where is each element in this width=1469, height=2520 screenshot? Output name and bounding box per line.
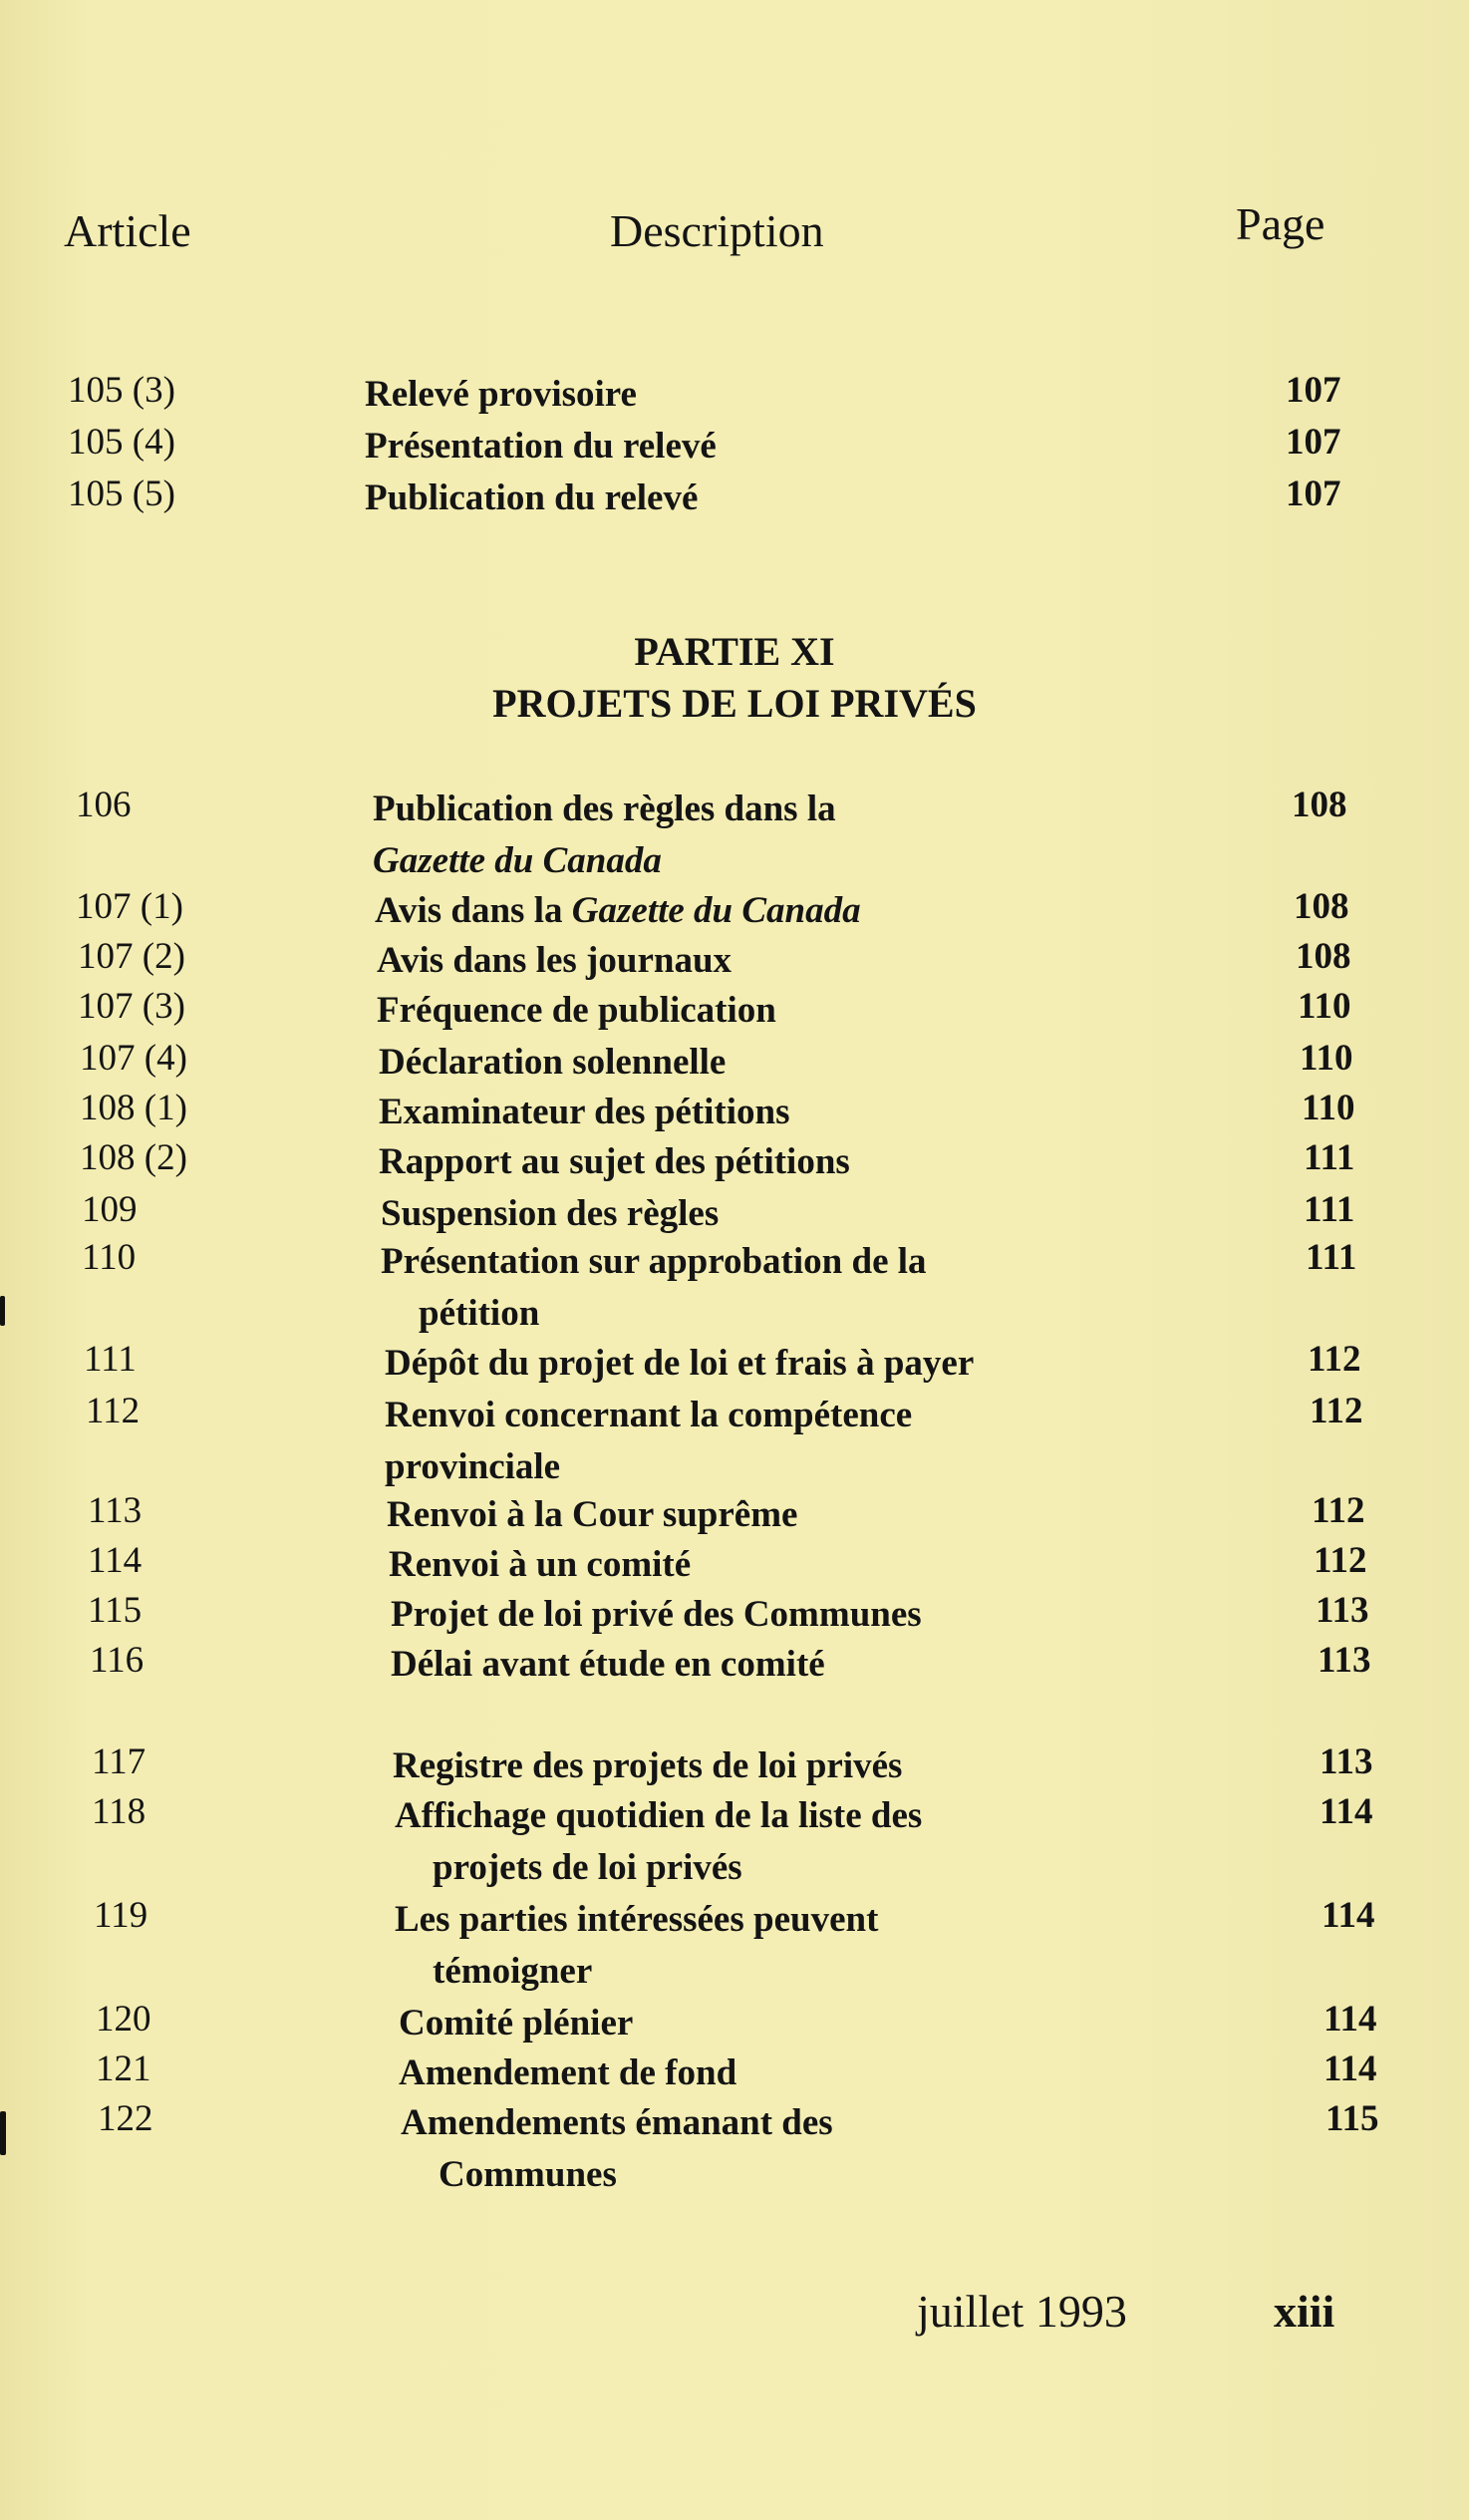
- article-description: [387, 1489, 1084, 1541]
- part-label: PARTIE XI: [634, 629, 835, 674]
- table-row: [0, 1136, 1469, 1192]
- description-text: Les parties intéressées peuvent: [395, 1899, 879, 1940]
- page-number: 110: [1302, 1088, 1355, 1128]
- article-number: 115: [88, 1590, 143, 1631]
- article-number: 119: [94, 1895, 148, 1936]
- article-number: 105 (5): [68, 473, 175, 514]
- article-description: [393, 1740, 1090, 1792]
- table-row: [0, 935, 1469, 991]
- table-row: [0, 421, 1469, 476]
- page-number: 114: [1323, 2048, 1377, 2089]
- table-row: [0, 1338, 1469, 1394]
- article-number: 114: [88, 1540, 143, 1581]
- table-row: [0, 1539, 1469, 1595]
- article-number: 110: [82, 1237, 137, 1278]
- description-text: Renvoi concernant la compétence: [385, 1395, 913, 1435]
- table-row: [0, 472, 1469, 528]
- page-number: 108: [1294, 886, 1349, 927]
- footer-date: juillet 1993: [917, 2286, 1127, 2337]
- page-number: 114: [1320, 1791, 1373, 1832]
- article-description: [379, 1136, 1076, 1188]
- article-number: 118: [92, 1791, 147, 1832]
- table-row: [0, 2048, 1469, 2103]
- description-text: Examinateur des pétitions: [379, 1092, 790, 1132]
- article-description: [399, 2048, 1096, 2099]
- column-header-article: Article: [64, 205, 191, 256]
- article-number: 107 (1): [76, 886, 183, 927]
- description-text: Publication du relevé: [365, 477, 699, 518]
- article-description: [365, 472, 1062, 524]
- table-row: [0, 985, 1469, 1041]
- table-row: [0, 784, 1469, 881]
- table-row: [0, 1489, 1469, 1545]
- table-row: [0, 1740, 1469, 1796]
- page-number: 111: [1304, 1189, 1355, 1230]
- description-text: Présentation sur approbation de la: [381, 1241, 927, 1282]
- article-description: [399, 1998, 1096, 2049]
- article-description: [389, 1539, 1086, 1591]
- article-number: 117: [92, 1741, 147, 1782]
- article-description: [365, 421, 1062, 472]
- description-text: Dépôt du projet de loi et frais à payer: [385, 1343, 975, 1384]
- article-description: [377, 985, 1074, 1037]
- page-number: 108: [1292, 785, 1347, 825]
- page-number: 114: [1322, 1895, 1375, 1936]
- description-text: Publication des règles dans la: [373, 788, 836, 829]
- description-text: Rapport au sujet des pétitions: [379, 1141, 850, 1182]
- description-text: Avis dans les journaux: [377, 940, 733, 981]
- description-continuation: provinciale: [385, 1446, 561, 1487]
- footer-page-number: xiii: [1274, 2286, 1335, 2337]
- description-text: Renvoi à un comité: [389, 1544, 692, 1585]
- article-number: 108 (2): [80, 1137, 187, 1178]
- page-number: 107: [1286, 422, 1341, 463]
- page-number: 112: [1310, 1391, 1363, 1431]
- table-row: [0, 1998, 1469, 2053]
- article-description: [373, 784, 1070, 887]
- margin-mark: [0, 1296, 5, 1326]
- article-description: [377, 935, 1074, 987]
- page-number: 113: [1318, 1640, 1371, 1681]
- description-continuation: témoigner: [433, 1951, 593, 1992]
- page-number: 112: [1312, 1490, 1365, 1531]
- description-text: Amendements émanant des: [401, 2102, 833, 2143]
- article-number: 105 (3): [68, 370, 175, 411]
- table-row: [0, 1790, 1469, 1888]
- page-number: 113: [1320, 1741, 1373, 1782]
- article-description: [395, 1790, 1092, 1894]
- page-number: 115: [1325, 2098, 1379, 2139]
- description-text: Présentation du relevé: [365, 426, 717, 467]
- table-row: [0, 1894, 1469, 1992]
- description-text: Fréquence de publication: [377, 990, 776, 1031]
- description-text: Projet de loi privé des Communes: [391, 1594, 922, 1635]
- article-number: 120: [96, 1999, 151, 2040]
- table-row: [0, 1639, 1469, 1695]
- description-text: Délai avant étude en comité: [391, 1644, 825, 1685]
- article-description: [365, 369, 1062, 421]
- article-number: 107 (3): [78, 986, 185, 1027]
- article-number: 106: [76, 785, 132, 825]
- article-description: [385, 1390, 1082, 1493]
- page-number: 107: [1286, 473, 1341, 514]
- page-number: 107: [1286, 370, 1341, 411]
- article-description: [391, 1639, 1088, 1691]
- table-row: [0, 1390, 1469, 1487]
- table-row: [0, 1087, 1469, 1142]
- page-number: 112: [1314, 1540, 1367, 1581]
- page-number: 111: [1304, 1137, 1355, 1178]
- article-number: 107 (2): [78, 936, 185, 977]
- description-text: Comité plénier: [399, 2003, 634, 2044]
- article-description: [379, 1087, 1076, 1138]
- article-number: 112: [86, 1391, 141, 1431]
- description-continuation: projets de loi privés: [433, 1847, 742, 1888]
- page-number: 110: [1300, 1038, 1353, 1079]
- description-text: Relevé provisoire: [365, 374, 637, 415]
- page-number: 110: [1298, 986, 1351, 1027]
- description-text: Déclaration solennelle: [379, 1042, 727, 1083]
- page-number: 108: [1296, 936, 1351, 977]
- page-number: 114: [1323, 1999, 1377, 2040]
- column-header-page: Page: [1236, 198, 1325, 249]
- article-description: [381, 1236, 1078, 1340]
- article-number: 122: [98, 2098, 153, 2139]
- description-text: Affichage quotidien de la liste des: [395, 1795, 923, 1836]
- page-number: 113: [1316, 1590, 1369, 1631]
- description-text: Renvoi à la Cour suprême: [387, 1494, 798, 1535]
- description-italic: Gazette du Canada: [571, 890, 861, 931]
- article-number: 105 (4): [68, 422, 175, 463]
- article-number: 113: [88, 1490, 143, 1531]
- article-number: 111: [84, 1339, 137, 1380]
- article-number: 108 (1): [80, 1088, 187, 1128]
- part-title: PROJETS DE LOI PRIVÉS: [492, 681, 977, 726]
- article-number: 109: [82, 1189, 138, 1230]
- article-number: 121: [96, 2048, 151, 2089]
- table-row: [0, 2097, 1469, 2195]
- table-row: [0, 1236, 1469, 1334]
- article-description: [381, 1188, 1078, 1240]
- article-number: 116: [90, 1640, 145, 1681]
- description-continuation: Communes: [439, 2154, 617, 2195]
- article-description: [401, 2097, 1098, 2201]
- description-continuation: pétition: [419, 1293, 540, 1334]
- table-row: [0, 1037, 1469, 1093]
- article-description: [385, 1338, 1082, 1390]
- table-row: [0, 1589, 1469, 1645]
- article-description: [391, 1589, 1088, 1641]
- page-number: 111: [1306, 1237, 1357, 1278]
- article-description: [379, 1037, 1076, 1089]
- description-text: Registre des projets de loi privés: [393, 1745, 903, 1786]
- table-row: [0, 885, 1469, 941]
- page-number: 112: [1308, 1339, 1361, 1380]
- table-row: [0, 369, 1469, 425]
- column-header-description: Description: [610, 205, 824, 256]
- description-text: Avis dans la: [375, 890, 572, 931]
- margin-mark: [0, 2111, 6, 2155]
- article-description: [395, 1894, 1092, 1998]
- description-continuation: Gazette du Canada: [373, 840, 662, 881]
- description-text: Suspension des règles: [381, 1193, 720, 1234]
- article-number: 107 (4): [80, 1038, 187, 1079]
- description-text: Amendement de fond: [399, 2052, 737, 2093]
- article-description: [375, 885, 1072, 937]
